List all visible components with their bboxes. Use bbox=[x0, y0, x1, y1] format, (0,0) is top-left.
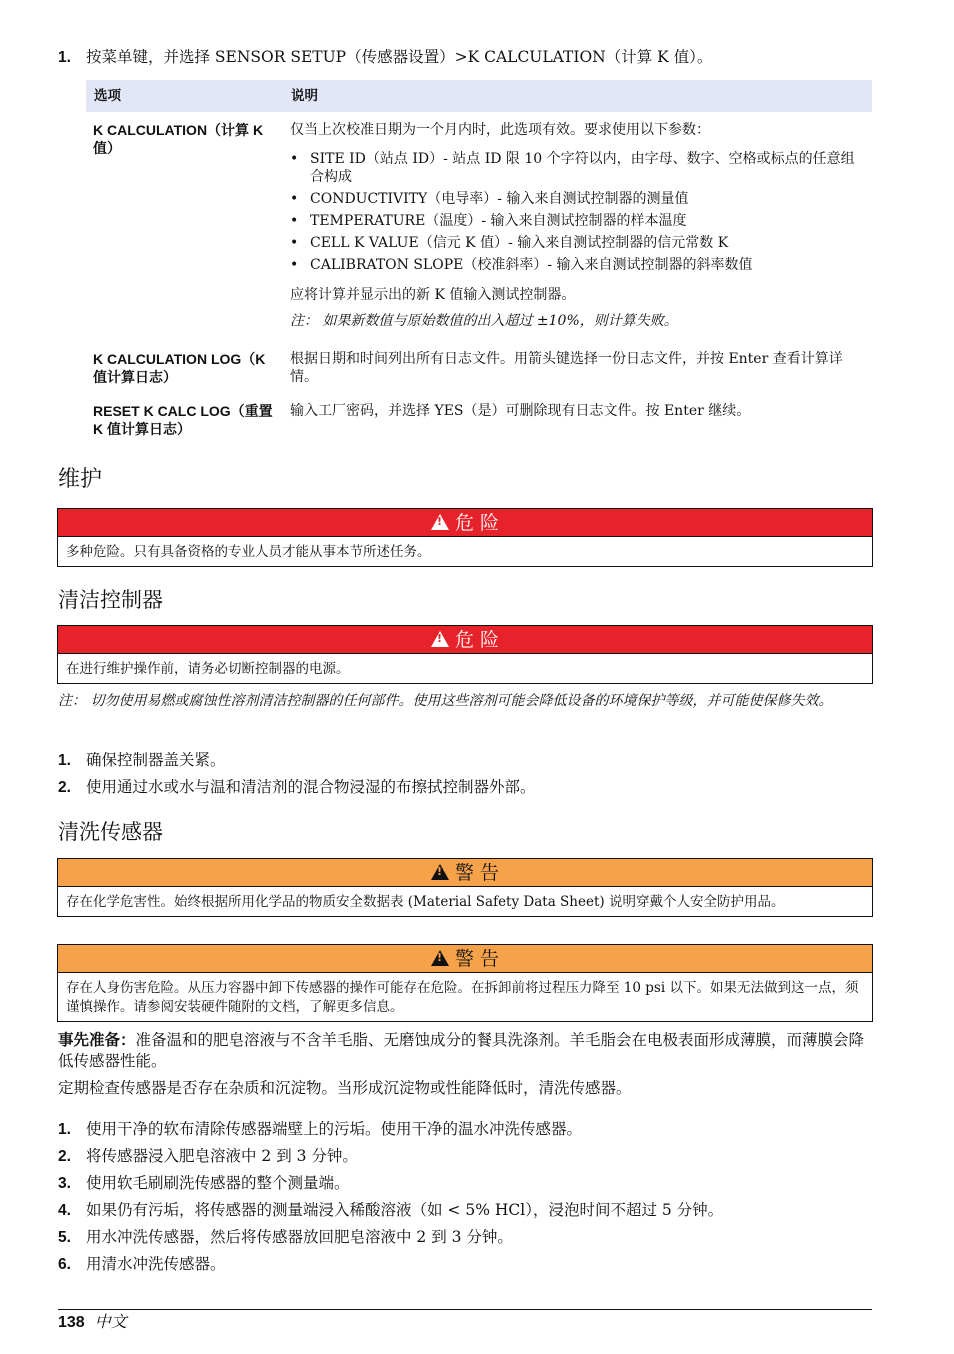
page-number: 138 bbox=[58, 1314, 85, 1331]
danger-box bbox=[57, 508, 873, 567]
step-text: 确保控制器盖关紧。 bbox=[86, 751, 226, 769]
description-cell: 根据日期和时间列出所有日志文件。用箭头键选择一份日志文件，并按 Enter 查看计算详情。 bbox=[290, 351, 843, 385]
step-text: 将传感器浸入肥皂溶液中 2 到 3 分钟。 bbox=[86, 1147, 358, 1165]
warning-text: 存在人身伤害危险。从压力容器中卸下传感器的操作可能存在危险。在拆卸前将过程压力降至 10 psi 以下。如果无法做到这一点，须谨慎操作。请参阅安装硬件随附的文档，了解更多信息。 bbox=[66, 980, 859, 1015]
table-row bbox=[86, 112, 872, 343]
list-item: • CELL K VALUE（信元 K 值）- 输入来自测试控制器的信元常数 K bbox=[290, 234, 864, 252]
header-option: 选项 bbox=[86, 80, 283, 112]
step-number: 2. bbox=[58, 779, 71, 796]
parameter-list bbox=[290, 150, 864, 274]
step-number: 6. bbox=[58, 1256, 71, 1273]
list-item bbox=[58, 1119, 582, 1140]
prerequisite-paragraph bbox=[58, 1030, 874, 1072]
options-table bbox=[86, 80, 872, 443]
list-item: • CONDUCTIVITY（电导率）- 输入来自测试控制器的测量值 bbox=[290, 190, 864, 208]
danger-header bbox=[58, 509, 872, 537]
danger-text: 多种危险。只有具备资格的专业人员才能从事本节所述任务。 bbox=[66, 544, 431, 560]
step-number: 2. bbox=[58, 1148, 71, 1165]
list-item: • TEMPERATURE（温度）- 输入来自测试控制器的样本温度 bbox=[290, 212, 864, 230]
list-item bbox=[58, 1227, 513, 1248]
footer-language: 中文 bbox=[94, 1312, 127, 1331]
step-number: 5. bbox=[58, 1229, 71, 1246]
danger-label: 危 险 bbox=[454, 629, 500, 651]
description-intro: 仅当上次校准日期为一个月内时，此选项有效。要求使用以下参数： bbox=[290, 122, 710, 138]
header-description: 说明 bbox=[283, 80, 872, 112]
warning-box bbox=[57, 944, 873, 1022]
step-text: 使用软毛刷刷洗传感器的整个测量端。 bbox=[86, 1174, 350, 1192]
caution-note: 注： 切勿使用易燃或腐蚀性溶剂清洁控制器的任何部件。使用这些溶剂可能会降低设备的环境保护等级，并可能使保修失效。 bbox=[58, 693, 833, 709]
danger-label: 危 险 bbox=[454, 512, 500, 534]
step-number: 1. bbox=[58, 752, 71, 769]
option-cell: RESET K CALC LOG（重置 K 值计算日志） bbox=[93, 403, 273, 437]
step-number: 4. bbox=[58, 1202, 71, 1219]
danger-header bbox=[58, 626, 872, 654]
list-item bbox=[58, 1173, 350, 1194]
section-title-clean-sensor: 清洗传感器 bbox=[58, 820, 163, 844]
danger-box bbox=[57, 625, 873, 684]
list-item: • CALIBRATON SLOPE（校准斜率）- 输入来自测试控制器的斜率数值 bbox=[290, 256, 864, 274]
step-text: 使用通过水或水与温和清洁剂的混合物浸湿的布擦拭控制器外部。 bbox=[86, 778, 536, 796]
intro-step bbox=[58, 47, 712, 68]
footer-divider bbox=[58, 1309, 872, 1310]
step-number: 1. bbox=[58, 49, 71, 66]
description-cell: 输入工厂密码，并选择 YES（是）可删除现有日志文件。按 Enter 继续。 bbox=[290, 403, 751, 419]
list-item bbox=[58, 750, 226, 771]
list-item bbox=[58, 1200, 723, 1221]
warning-label: 警 告 bbox=[454, 862, 500, 884]
table-row bbox=[86, 343, 872, 395]
warning-triangle-icon bbox=[431, 631, 449, 647]
warning-header bbox=[58, 859, 872, 887]
warning-triangle-icon bbox=[431, 514, 449, 530]
description-cell bbox=[283, 112, 872, 343]
warning-triangle-icon bbox=[431, 864, 449, 880]
prerequisite-label: 事先准备： bbox=[58, 1031, 136, 1049]
list-item bbox=[58, 777, 536, 798]
step-text: 按菜单键，并选择 SENSOR SETUP（传感器设置）>K CALCULATION（计算 K 值）。 bbox=[86, 48, 713, 66]
warning-header bbox=[58, 945, 872, 973]
description-note: 注： 如果新数值与原始数值的出入超过 ±10%，则计算失败。 bbox=[290, 313, 678, 329]
warning-triangle-icon bbox=[431, 950, 449, 966]
table-row bbox=[86, 395, 872, 443]
step-number: 3. bbox=[58, 1175, 71, 1192]
warning-label: 警 告 bbox=[454, 948, 500, 970]
prerequisite-text: 准备温和的肥皂溶液与不含羊毛脂、无磨蚀成分的餐具洗涤剂。羊毛脂会在电极表面形成薄膜，而薄膜会降低传感器性能。 bbox=[58, 1031, 865, 1070]
option-cell: K CALCULATION LOG（K 值计算日志） bbox=[93, 351, 266, 385]
description-after: 应将计算并显示出的新 K 值输入测试控制器。 bbox=[290, 287, 576, 303]
table-header-row bbox=[86, 80, 872, 112]
step-text: 使用干净的软布清除传感器端壁上的污垢。使用干净的温水冲洗传感器。 bbox=[86, 1120, 583, 1138]
step-text: 如果仍有污垢，将传感器的测量端浸入稀酸溶液（如 < 5% HCl），浸泡时间不超过 5 分钟。 bbox=[86, 1201, 724, 1219]
list-item bbox=[58, 1146, 358, 1167]
section-title-clean-controller: 清洁控制器 bbox=[58, 588, 163, 612]
page-footer bbox=[58, 1311, 127, 1334]
step-text: 用清水冲洗传感器。 bbox=[86, 1255, 226, 1273]
warning-box bbox=[57, 858, 873, 917]
inspection-paragraph: 定期检查传感器是否存在杂质和沉淀物。当形成沉淀物或性能降低时，清洗传感器。 bbox=[58, 1079, 632, 1097]
list-item: • SITE ID（站点 ID）- 站点 ID 限 10 个字符以内，由字母、数字、空格或标点的任意组合构成 bbox=[290, 150, 864, 186]
step-number: 1. bbox=[58, 1121, 71, 1138]
step-text: 用水冲洗传感器，然后将传感器放回肥皂溶液中 2 到 3 分钟。 bbox=[86, 1228, 513, 1246]
list-item bbox=[58, 1254, 226, 1275]
section-title-maintenance: 维护 bbox=[58, 467, 103, 492]
warning-text: 存在化学危害性。始终根据所用化学品的物质安全数据表 (Material Safety Data Sheet) 说明穿戴个人安全防护用品。 bbox=[66, 894, 785, 910]
option-cell: K CALCULATION（计算 K 值） bbox=[93, 122, 264, 156]
danger-text: 在进行维护操作前，请务必切断控制器的电源。 bbox=[66, 661, 350, 677]
